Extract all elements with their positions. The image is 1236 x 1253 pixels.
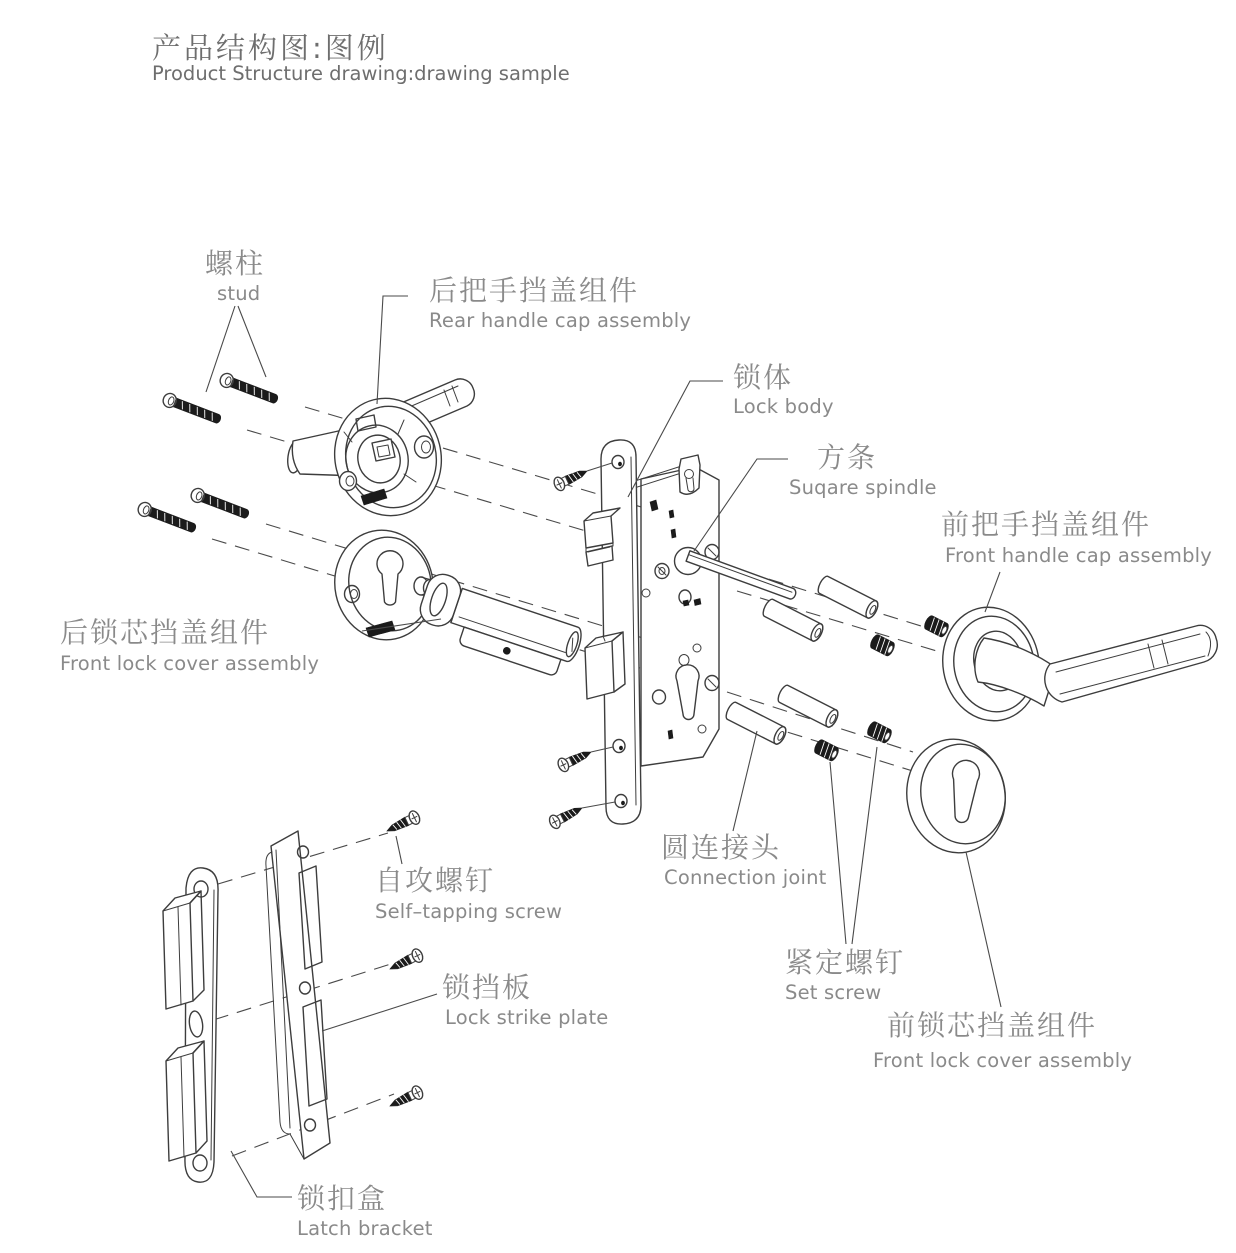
label-set-screw-zh: 紧定螺钉 — [785, 946, 906, 979]
connection-joints — [724, 575, 880, 746]
label-front-lock-cover-zh: 前锁芯挡盖组件 — [887, 1009, 1098, 1042]
label-rear-lock-cover-zh: 后锁芯挡盖组件 — [60, 616, 271, 649]
page-title-zh: 产品结构图:图例 — [152, 31, 389, 65]
label-connection-joint-zh: 圆连接头 — [661, 831, 782, 864]
label-square-spindle-zh: 方条 — [817, 441, 878, 474]
set-screws — [813, 614, 951, 762]
label-lock-strike-plate-zh: 锁挡板 — [442, 971, 533, 1004]
label-connection-joint-en: Connection joint — [664, 866, 827, 889]
page-title-en: Product Structure drawing:drawing sample — [152, 62, 570, 85]
label-rear-handle-cap-en: Rear handle cap assembly — [429, 309, 692, 332]
rear-handle-cap-assembly — [286, 379, 475, 527]
rear-lock-cover-assembly — [325, 521, 444, 649]
lock-strike-plate — [266, 831, 330, 1159]
label-latch-bracket-zh: 锁扣盒 — [297, 1182, 388, 1215]
front-lock-cover-assembly — [898, 731, 1014, 860]
lock-cylinder — [413, 570, 587, 681]
front-handle-cap-assembly — [934, 600, 1217, 729]
label-front-handle-cap-zh: 前把手挡盖组件 — [941, 508, 1152, 541]
label-front-lock-cover-en: Front lock cover assembly — [873, 1049, 1133, 1072]
label-front-handle-cap-en: Front handle cap assembly — [945, 544, 1213, 567]
label-rear-lock-cover-en: Front lock cover assembly — [60, 652, 320, 675]
latch-bracket — [163, 868, 218, 1182]
label-stud-zh: 螺柱 — [205, 247, 266, 280]
label-set-screw-en: Set screw — [785, 981, 882, 1004]
label-lock-body-en: Lock body — [733, 395, 834, 418]
label-square-spindle-en: Suqare spindle — [789, 476, 937, 499]
label-self-tapping-screw-en: Self–tapping screw — [375, 900, 563, 923]
label-lock-strike-plate-en: Lock strike plate — [445, 1006, 609, 1029]
label-latch-bracket-en: Latch bracket — [297, 1217, 433, 1240]
label-stud-en: stud — [217, 282, 261, 305]
label-self-tapping-screw-zh: 自攻螺钉 — [375, 864, 496, 897]
lock-body — [584, 440, 719, 824]
stud-screws — [136, 372, 280, 536]
label-lock-body-zh: 锁体 — [733, 361, 794, 394]
label-rear-handle-cap-zh: 后把手挡盖组件 — [429, 274, 640, 307]
